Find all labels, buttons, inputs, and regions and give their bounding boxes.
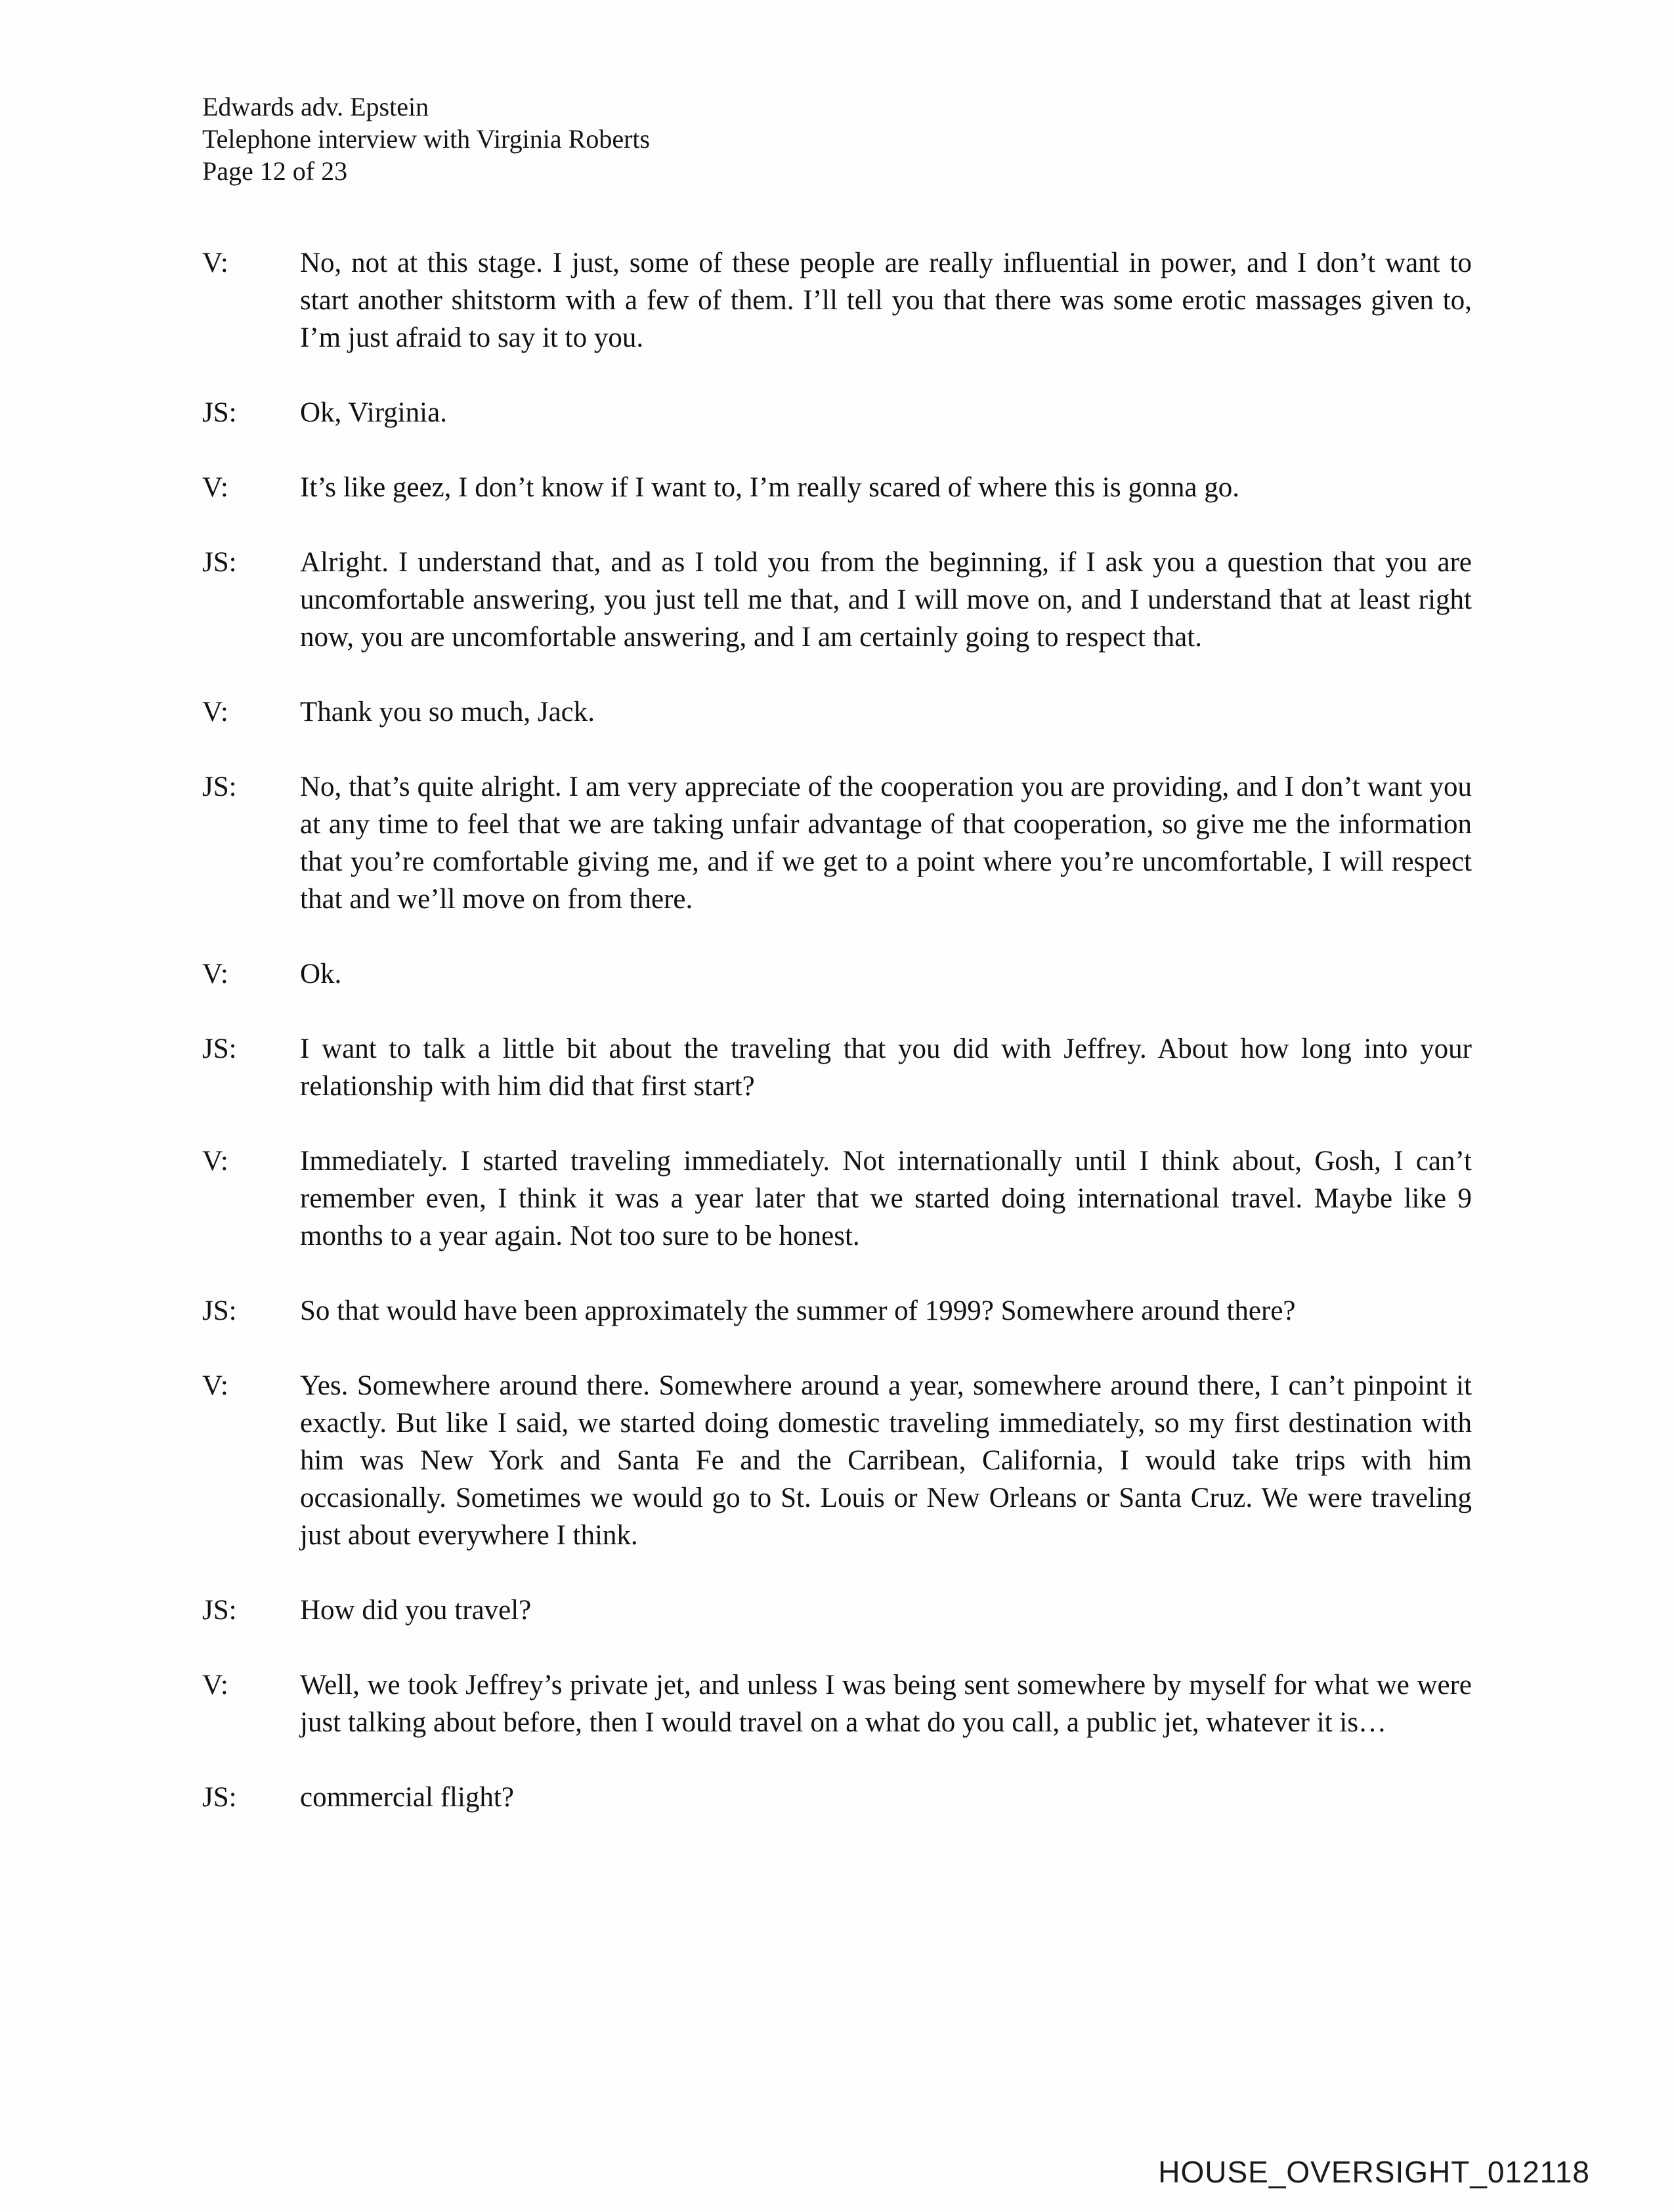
header-page-number: Page 12 of 23	[202, 156, 348, 186]
speaker-label: V:	[202, 472, 228, 503]
dialogue-text: No, that’s quite alright. I am very appreciate of the cooperation you are providing, and I don’t want you at any time to feel that we are taking unfair advantage of that cooperation, so give me the information that you’re comfortable giving me, and if we get to a point where you’re uncomfortable, I will respect that and we’ll move on from there.	[300, 771, 1472, 915]
speaker-label: JS:	[202, 547, 237, 578]
document-header	[202, 91, 650, 187]
dialogue-text: commercial flight?	[300, 1782, 514, 1813]
header-case-line: Edwards adv. Epstein	[202, 92, 429, 121]
dialogue-entry	[202, 394, 1472, 431]
transcript-body	[202, 244, 1472, 1854]
dialogue-entry	[202, 1030, 1472, 1105]
dialogue-entry	[202, 693, 1472, 731]
dialogue-text: Ok, Virginia.	[300, 397, 447, 428]
dialogue-text: Immediately. I started traveling immediately. Not internationally until I think about, Gosh, I can’t remember even, I think it was a year later that we started doing international travel. Maybe like 9 months to a year again. Not too sure to be honest.	[300, 1146, 1472, 1251]
speaker-label: JS:	[202, 1595, 237, 1626]
dialogue-entry	[202, 1367, 1472, 1554]
dialogue-text: How did you travel?	[300, 1595, 532, 1626]
speaker-label: JS:	[202, 1782, 237, 1813]
dialogue-text: No, not at this stage. I just, some of these people are really influential in power, and I don’t want to start another shitstorm with a few of them. I’ll tell you that there was some erotic massages given to, I’m just afraid to say it to you.	[300, 248, 1472, 353]
dialogue-entry	[202, 1779, 1472, 1816]
dialogue-text: I want to talk a little bit about the traveling that you did with Jeffrey. About how long into your relationship with him did that first start?	[300, 1033, 1472, 1102]
dialogue-entry	[202, 768, 1472, 918]
dialogue-entry	[202, 1142, 1472, 1255]
speaker-label: V:	[202, 959, 228, 989]
dialogue-text: Yes. Somewhere around there. Somewhere around a year, somewhere around there, I can’t pinpoint it exactly. But like I said, we started doing domestic traveling immediately, so my first destination with him was New York and Santa Fe and the Carribean, California, I would take trips with him occasionally. Sometimes we would go to St. Louis or New Orleans or Santa Cruz. We were traveling just about everywhere I think.	[300, 1370, 1472, 1551]
dialogue-entry	[202, 955, 1472, 993]
speaker-label: V:	[202, 1670, 228, 1701]
dialogue-entry	[202, 469, 1472, 506]
speaker-label: JS:	[202, 1295, 237, 1326]
dialogue-entry	[202, 1592, 1472, 1629]
speaker-label: V:	[202, 1146, 228, 1177]
dialogue-text: Ok.	[300, 959, 342, 989]
dialogue-text: Well, we took Jeffrey’s private jet, and unless I was being sent somewhere by myself for what we were just talking about before, then I would travel on a what do you call, a public jet, whatever it is…	[300, 1670, 1472, 1738]
speaker-label: V:	[202, 248, 228, 278]
speaker-label: JS:	[202, 397, 237, 428]
dialogue-text: Alright. I understand that, and as I told you from the beginning, if I ask you a question that you are uncomfortable answering, you just tell me that, and I will move on, and I understand that at least right now, you are uncomfortable answering, and I am certainly going to respect that.	[300, 547, 1472, 653]
bates-stamp: HOUSE_OVERSIGHT_012118	[1158, 2155, 1590, 2189]
speaker-label: V:	[202, 1370, 228, 1401]
dialogue-entry	[202, 1292, 1472, 1330]
dialogue-text: Thank you so much, Jack.	[300, 697, 595, 727]
dialogue-text: So that would have been approximately the summer of 1999? Somewhere around there?	[300, 1295, 1296, 1326]
speaker-label: V:	[202, 697, 228, 727]
dialogue-entry	[202, 544, 1472, 656]
dialogue-entry	[202, 1666, 1472, 1741]
dialogue-entry	[202, 244, 1472, 357]
header-subject-line: Telephone interview with Virginia Roberts	[202, 124, 651, 154]
dialogue-text: It’s like geez, I don’t know if I want to, I’m really scared of where this is gonna go.	[300, 472, 1239, 503]
speaker-label: JS:	[202, 771, 237, 802]
speaker-label: JS:	[202, 1033, 237, 1064]
